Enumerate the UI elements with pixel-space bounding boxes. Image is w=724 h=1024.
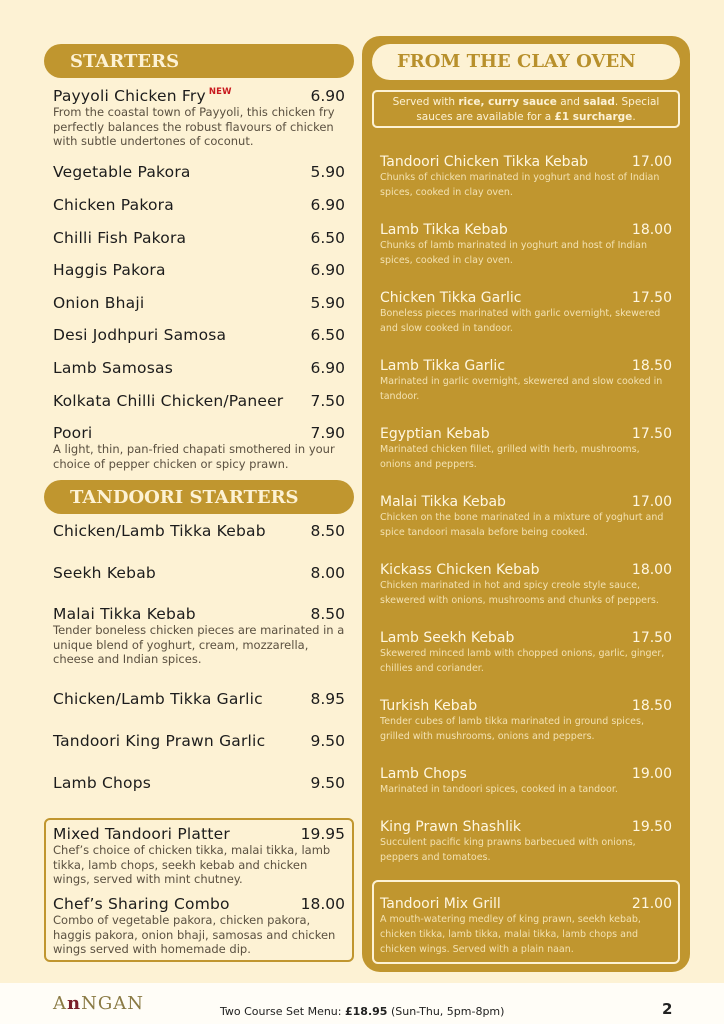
item-description: Chicken on the bone marinated in a mixture of yoghurt and spice tandoori masala before being cooked.: [380, 512, 664, 538]
item-name: Chicken Tikka Garlic: [380, 290, 522, 306]
item-name: Lamb Seekh Kebab: [380, 630, 515, 646]
item-name: Chef’s Sharing Combo: [53, 895, 230, 913]
note-bold: rice, curry sauce: [458, 96, 557, 108]
item-price: 6.50: [310, 229, 345, 247]
item-price: 8.95: [310, 690, 345, 708]
menu-item: [53, 424, 345, 471]
menu-item: [53, 690, 345, 708]
item-price: 6.90: [310, 261, 345, 279]
starters-header: STARTERS: [44, 44, 354, 78]
item-price: 17.50: [631, 426, 672, 442]
item-price: 9.50: [310, 732, 345, 750]
item-price: 19.50: [631, 819, 672, 835]
menu-item: [53, 294, 345, 312]
item-name: Lamb Chops: [380, 766, 467, 782]
item-name: Mixed Tandoori Platter: [53, 825, 230, 843]
menu-item: [53, 522, 345, 540]
menu-item: [53, 261, 345, 279]
set-menu-info: Two Course Set Menu: £18.95 (Sun-Thu, 5pm-8pm): [220, 1005, 505, 1018]
menu-item: [380, 358, 672, 404]
item-description: Combo of vegetable pakora, chicken pakora, haggis pakora, onion bhaji, samosas and chicken wings served with homemade dip.: [53, 913, 336, 956]
item-price: 7.50: [310, 392, 345, 410]
item-name: Chicken/Lamb Tikka Garlic: [53, 690, 263, 708]
item-description: Tender cubes of lamb tikka marinated in ground spices, grilled with mushrooms, onions and peppers.: [380, 716, 644, 742]
item-name: Lamb Samosas: [53, 359, 173, 377]
item-price: 6.50: [310, 326, 345, 344]
item-description: Succulent pacific king prawns barbecued with onions, peppers and tomatoes.: [380, 837, 636, 863]
item-name: Vegetable Pakora: [53, 163, 191, 181]
item-name: Desi Jodhpuri Samosa: [53, 326, 227, 344]
item-description: Marinated chicken fillet, grilled with herb, mushrooms, onions and peppers.: [380, 444, 640, 470]
item-name: Lamb Chops: [53, 774, 152, 792]
menu-item: [53, 825, 345, 887]
menu-item: [380, 426, 672, 472]
item-name: Onion Bhaji: [53, 294, 145, 312]
item-name: Kolkata Chilli Chicken/Paneer: [53, 392, 284, 410]
item-price: 5.90: [310, 294, 345, 312]
item-name: Egyptian Kebab: [380, 426, 490, 442]
served-with-note: [372, 90, 680, 128]
note-bold: salad: [583, 96, 615, 108]
item-description: A mouth-watering medley of king prawn, seekh kebab, chicken tikka, lamb tikka, malai tikka, lamb chops and chicken wings. Served with a plain naan.: [380, 914, 641, 955]
item-name: Malai Tikka Kebab: [53, 605, 196, 623]
menu-item: [53, 774, 345, 792]
item-name: Chicken/Lamb Tikka Kebab: [53, 522, 266, 540]
item-name: Seekh Kebab: [53, 564, 156, 582]
item-name: Tandoori Mix Grill: [380, 896, 501, 912]
item-name: Poori: [53, 424, 93, 442]
menu-item: [53, 196, 345, 214]
menu-item: [380, 494, 672, 540]
menu-item: [53, 326, 345, 344]
note-text: .: [632, 111, 636, 123]
note-text: . Special sauces are available for a: [416, 96, 660, 123]
item-description: Skewered minced lamb with chopped onions, garlic, ginger, chillies and coriander.: [380, 648, 665, 674]
item-name: Payyoli Chicken Fry $^{NEW}$: [53, 87, 232, 105]
item-price: 18.50: [631, 698, 672, 714]
item-name: King Prawn Shashlik: [380, 819, 521, 835]
menu-item: [380, 222, 672, 268]
item-description: Chunks of lamb marinated in yoghurt and host of Indian spices, cooked in clay oven.: [380, 240, 647, 266]
item-price: 18.00: [631, 562, 672, 578]
item-price: 21.00: [631, 896, 672, 912]
note-text: Served with: [392, 96, 459, 108]
item-price: 18.00: [300, 895, 345, 913]
item-price: 17.50: [631, 630, 672, 646]
item-price: 6.90: [310, 87, 345, 105]
item-price: 17.00: [631, 154, 672, 170]
item-price: 7.90: [310, 424, 345, 442]
menu-item: [53, 605, 345, 667]
clay-oven-header: FROM THE CLAY OVEN: [372, 44, 680, 80]
menu-item: [53, 229, 345, 247]
item-price: 6.90: [310, 359, 345, 377]
item-description: Tender boneless chicken pieces are marinated in a unique blend of yoghurt, cream, mozzarella, cheese and Indian spices.: [53, 623, 345, 666]
item-price: 17.00: [631, 494, 672, 510]
item-name: Tandoori Chicken Tikka Kebab: [380, 154, 589, 170]
menu-item: [53, 732, 345, 750]
menu-item: [53, 895, 345, 957]
menu-item: [380, 819, 672, 865]
item-price: 18.50: [631, 358, 672, 374]
item-name: Tandoori King Prawn Garlic: [53, 732, 266, 750]
page-number: 2: [662, 1000, 673, 1018]
item-price: 8.50: [310, 605, 345, 623]
item-description: Chunks of chicken marinated in yoghurt and host of Indian spices, cooked in clay oven.: [380, 172, 660, 198]
item-name: Chilli Fish Pakora: [53, 229, 187, 247]
item-name: Haggis Pakora: [53, 261, 166, 279]
item-description: From the coastal town of Payyoli, this chicken fry perfectly balances the robust flavours of chicken with subtle undertones of coconut.: [53, 105, 335, 148]
menu-item: [380, 290, 672, 336]
item-price: 18.00: [631, 222, 672, 238]
menu-item: [53, 163, 345, 181]
menu-item: [380, 896, 672, 957]
item-description: A light, thin, pan-fried chapati smothered in your choice of pepper chicken or spicy prawn.: [53, 442, 335, 471]
item-price: 9.50: [310, 774, 345, 792]
item-price: 8.50: [310, 522, 345, 540]
note-bold: £1 surcharge: [554, 111, 633, 123]
item-description: Marinated in tandoori spices, cooked in a tandoor.: [380, 784, 618, 795]
menu-item: [380, 630, 672, 676]
item-price: 17.50: [631, 290, 672, 306]
item-name: Turkish Kebab: [380, 698, 478, 714]
footer: [0, 983, 724, 1024]
menu-item: [380, 766, 672, 797]
item-name: Kickass Chicken Kebab: [380, 562, 540, 578]
menu-item: [380, 698, 672, 744]
menu-item: [53, 87, 345, 149]
tandoori-starters-header: TANDOORI STARTERS: [44, 480, 354, 514]
item-name: Malai Tikka Kebab: [380, 494, 506, 510]
menu-item: [53, 564, 345, 582]
item-description: Marinated in garlic overnight, skewered and slow cooked in tandoor.: [380, 376, 663, 402]
item-price: 5.90: [310, 163, 345, 181]
item-price: 19.00: [631, 766, 672, 782]
item-name: Lamb Tikka Garlic: [380, 358, 506, 374]
new-badge: NEW: [208, 87, 232, 97]
item-price: 19.95: [300, 825, 345, 843]
item-description: Chicken marinated in hot and spicy creole style sauce, skewered with onions, mushrooms and chunks of peppers.: [380, 580, 659, 606]
item-description: Chef’s choice of chicken tikka, malai tikka, lamb tikka, lamb chops, seekh kebab and chicken wings, served with mint chutney.: [53, 843, 331, 886]
item-name: Lamb Tikka Kebab: [380, 222, 508, 238]
note-text: and: [556, 96, 584, 108]
item-price: 8.00: [310, 564, 345, 582]
menu-item: [53, 392, 345, 410]
item-description: Boneless pieces marinated with garlic overnight, skewered and slow cooked in tandoor.: [380, 308, 661, 334]
menu-item: [53, 359, 345, 377]
item-price: 6.90: [310, 196, 345, 214]
menu-item: [380, 154, 672, 200]
item-name: Chicken Pakora: [53, 196, 174, 214]
aangan-logo: AnNGAN: [53, 993, 144, 1014]
menu-item: [380, 562, 672, 608]
